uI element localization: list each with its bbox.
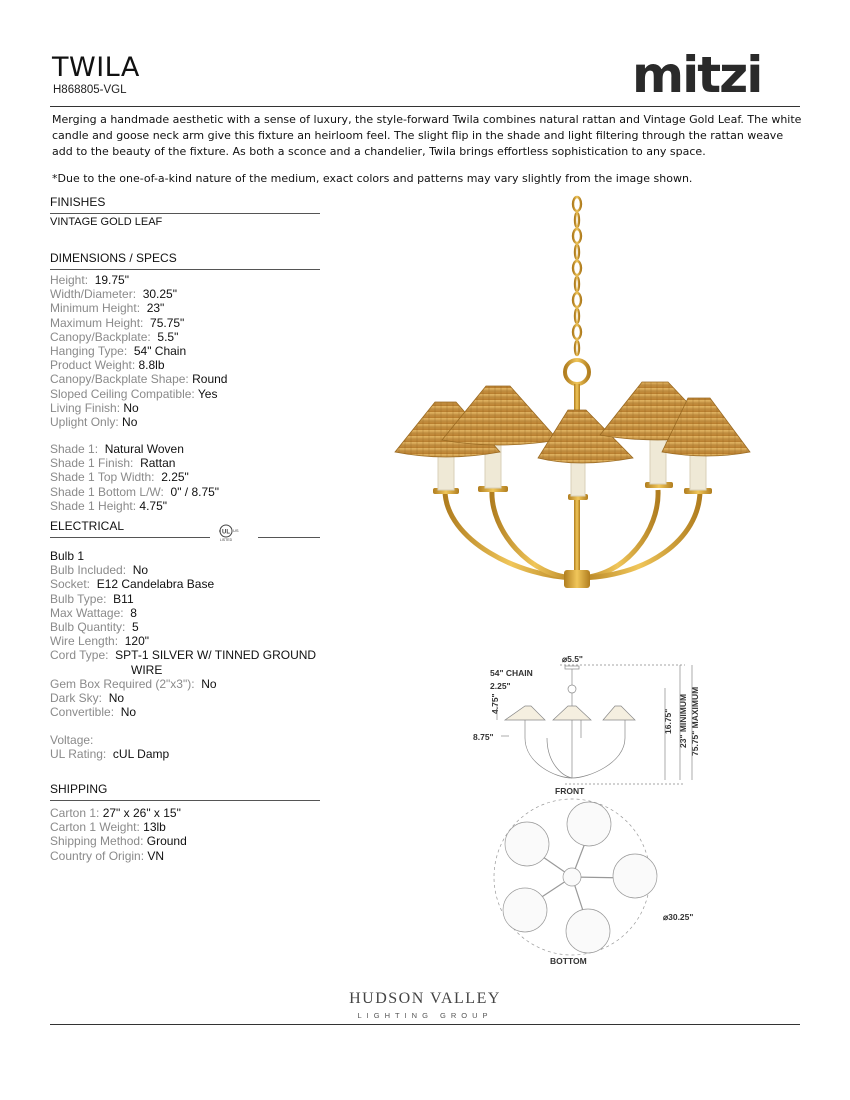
shipping-divider xyxy=(50,800,320,801)
bottom-view-label: BOTTOM xyxy=(550,956,587,966)
spec-row: Bulb Included: No xyxy=(50,563,149,578)
spec-row: Shade 1 Height: 4.75" xyxy=(50,498,168,513)
spec-row: UL Rating: cUL Damp xyxy=(50,747,170,762)
canopy-dim-label: ⌀5.5" xyxy=(562,654,583,664)
spec-row: Height: 19.75" xyxy=(50,273,129,287)
spec-row: Shade 1 Top Width: 2.25" xyxy=(50,470,189,485)
svg-text:US: US xyxy=(233,528,239,533)
shade-height-dim-label: 4.75" xyxy=(490,693,500,714)
spec-row: Shade 1 Finish: Rattan xyxy=(50,456,176,471)
chain xyxy=(573,197,581,355)
shipping-heading: SHIPPING xyxy=(50,782,108,796)
finishes-divider xyxy=(50,213,320,214)
svg-text:LISTED: LISTED xyxy=(219,538,233,542)
shade-spec-list xyxy=(50,442,219,513)
header-divider xyxy=(50,106,800,107)
spec-row: Product Weight: 8.8lb xyxy=(50,358,165,373)
spec-row: Dark Sky: No xyxy=(50,691,125,706)
spec-row: Minimum Height: 23" xyxy=(50,301,165,316)
height-dim-label: 16.75" xyxy=(663,708,673,734)
svg-text:UL: UL xyxy=(222,529,230,536)
spec-row: Max Wattage: 8 xyxy=(50,605,137,620)
diameter-dim-label: ⌀30.25" xyxy=(663,912,694,922)
dimensions-divider xyxy=(50,269,320,270)
spec-row: Shipping Method: Ground xyxy=(50,834,187,849)
spec-row: Bulb Quantity: 5 xyxy=(50,620,139,635)
electrical-heading: ELECTRICAL xyxy=(50,519,125,533)
front-view-label: FRONT xyxy=(555,786,585,796)
footer-logo xyxy=(340,990,510,1020)
product-description: Merging a handmade aesthetic with a sense of luxury, the style-forward Twila combines natural rattan and Vintage Gold Leaf. The white candle and goose neck arm give this fixture an heirloom feel. The slight flip in the shade and light filtering through the rattan weave add to the beauty of the fixture. As both a sconce and a chandelier, Twila brings effortless sophistication to any space. xyxy=(52,113,802,158)
bottom-view xyxy=(494,799,657,955)
spec-row: Shade 1 Bottom L/W: 0" / 8.75" xyxy=(50,484,220,499)
max-height-label: 75.75" MAXIMUM xyxy=(690,686,700,756)
spec-row: Living Finish: No xyxy=(50,400,139,415)
footer-company: HUDSON VALLEY xyxy=(349,990,501,1007)
spec-row: WIRE xyxy=(131,662,163,677)
technical-diagram xyxy=(465,648,715,973)
spec-row: Hanging Type: 54" Chain xyxy=(50,344,187,359)
spec-row: Uplight Only: No xyxy=(50,415,138,430)
spec-row: Canopy/Backplate: 5.5" xyxy=(50,329,179,344)
spec-row: Cord Type: SPT-1 SILVER W/ TINNED GROUND xyxy=(50,648,317,663)
electrical-divider xyxy=(258,537,320,538)
footer-divider xyxy=(50,1024,800,1025)
product-photo xyxy=(390,190,755,600)
spec-row: Socket: E12 Candelabra Base xyxy=(50,577,215,592)
shade-top-dim-label: 2.25" xyxy=(490,681,511,691)
electrical-rating-list xyxy=(50,733,169,761)
spec-row: Maximum Height: 75.75" xyxy=(50,315,185,330)
spec-row: Shade 1: Natural Woven xyxy=(50,442,184,456)
dimensions-spec-list xyxy=(50,273,227,429)
spec-row: Bulb Type: B11 xyxy=(50,591,134,606)
electrical-spec-list xyxy=(50,549,316,719)
spec-row: Convertible: No xyxy=(50,705,137,720)
spec-row: Sloped Ceiling Compatible: Yes xyxy=(50,386,218,401)
footer-tagline: LIGHTING GROUP xyxy=(357,1011,493,1020)
electrical-divider xyxy=(50,537,210,538)
product-title: TWILA xyxy=(52,52,140,83)
bulb-heading: Bulb 1 xyxy=(50,549,85,563)
svg-text:c: c xyxy=(219,528,221,533)
spec-row: Country of Origin: VN xyxy=(50,848,165,863)
finishes-heading: FINISHES xyxy=(50,195,106,209)
spec-row: Width/Diameter: 30.25" xyxy=(50,287,177,302)
disclaimer-note: *Due to the one-of-a-kind nature of the medium, exact colors and patterns may vary slightly from the image shown. xyxy=(52,172,693,185)
spec-row: Carton 1 Weight: 13lb xyxy=(50,820,166,835)
shade-bottom-dim-label: 8.75" xyxy=(473,732,494,742)
ul-listed-icon xyxy=(215,523,249,543)
spec-row: Voltage: xyxy=(50,733,94,747)
spec-row: Wire Length: 120" xyxy=(50,634,149,649)
spec-row: Carton 1: 27" x 26" x 15" xyxy=(50,806,181,820)
min-height-label: 23" MINIMUM xyxy=(678,693,688,748)
dimensions-heading: DIMENSIONS / SPECS xyxy=(50,251,177,265)
brand-logo: mitzi xyxy=(632,46,762,104)
finish-value: VINTAGE GOLD LEAF xyxy=(50,216,163,228)
rattan-shades xyxy=(395,382,750,463)
shipping-spec-list xyxy=(50,806,187,863)
spec-row: Canopy/Backplate Shape: Round xyxy=(50,372,228,387)
spec-row: Gem Box Required (2"x3"): No xyxy=(50,676,217,691)
product-sku: H868805-VGL xyxy=(53,84,127,96)
chain-dim-label: 54" CHAIN xyxy=(490,668,533,678)
